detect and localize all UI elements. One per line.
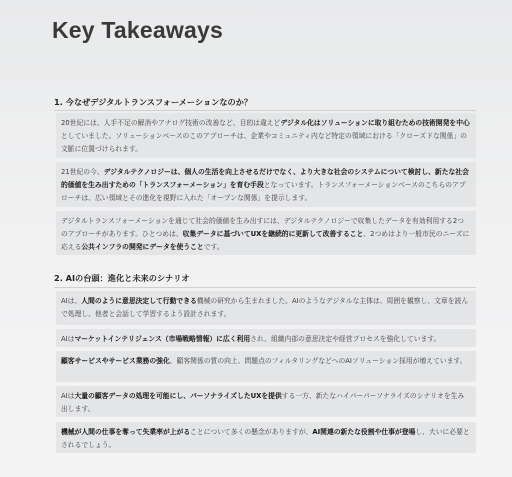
section-divider [54,287,476,288]
takeaway-item [56,329,476,347]
body-text: です。 [203,243,224,251]
emphasis-text: 大量の顧客データの処理を可能にし、パーソナライズしたUXを提供 [74,392,282,400]
takeaway-item [56,422,476,453]
emphasis-text: 収集データに基づいてUXを継続的に更新して改善すること [182,230,364,238]
body-text: 、2つめはより一般市民のニーズに応える [61,230,470,251]
takeaway-item [56,351,476,382]
body-text: としていました。ソリューションベースのこのアプローチは、企業やコミュニティ内など特定の領域における「クローズドな関係」の文脈に位置づけられます。 [61,132,467,153]
body-text: し、大いに必要とされるでしょう。 [61,428,470,449]
body-text: 機械の研究から生まれました。AIのようなデジタルな主体は、周囲を観察し、文章を読んで処理し、他者と会話して学習するよう設計されます。 [61,297,469,318]
body-text: ことについて多くの懸念がありますが、 [190,428,313,436]
section-divider [54,110,476,111]
emphasis-text: マーケットインテリジェンス（市場戦略情報）に広く利用 [74,335,251,343]
takeaway-item [56,211,476,255]
body-text: 21世紀の今、 [61,168,104,176]
body-text: 、顧客関係の質の向上、問題点のフィルタリングなどへのAIソリューション採用が増えています。 [169,357,467,365]
page-title: Key Takeaways [52,17,223,43]
takeaway-item [56,162,476,207]
takeaway-item [56,113,476,158]
body-text: デジタルトランスフォーメーションを通じて社会的価値を生み出すには、デジタルテクノロジーで収集したデータを有効利用する2つのアプローチがあります。ひとつめは、 [61,217,464,238]
body-text: 20世紀には、人手不足の解消やアナログ技術の改善など、目的は違えど [61,119,281,127]
section-heading-dx: 1. 今なぜデジタルトランスフォーメーションなのか？ [54,97,253,107]
section-heading-ai: 2. AIの台頭：進化と未来のシナリオ [54,273,190,283]
body-text: する一方、新たなハイパーパーソナライズのシナリオを生み出します。 [61,392,465,413]
body-text: され、組織内部の意思決定や経営プロセスを強化しています。 [250,335,441,343]
emphasis-text: デジタルテクノロジーは、個人の生活を向上させるだけでなく、より大きな社会のシステムについて検討し、新たな社会的価値を生み出すための「トランスフォーメーション」を育む手段 [61,168,469,189]
takeaway-item [56,386,476,417]
emphasis-text: 人間のように意思決定して行動できる [81,297,197,305]
emphasis-text: デジタル化はソリューションに取り組むための技術開発を中心 [280,119,470,127]
emphasis-text: 機械が人間の仕事を奪って失業率が上がる [61,428,191,436]
body-text: となっています。トランスフォーメーションベースのこちらのアプローチは、広い領域とその進化を視野に入れた「オープンな関係」を提示します。 [61,181,466,202]
body-text: AIは [61,335,75,343]
body-text: AIは、 [61,297,82,305]
emphasis-text: AI関連の新たな役割や仕事が登場 [312,428,416,436]
body-text: AIは [61,392,75,400]
emphasis-text: 顧客サービスやサービス業務の強化 [61,357,170,365]
emphasis-text: 公共インフラの開発にデータを使うこと [81,243,204,251]
takeaway-item [56,291,476,325]
